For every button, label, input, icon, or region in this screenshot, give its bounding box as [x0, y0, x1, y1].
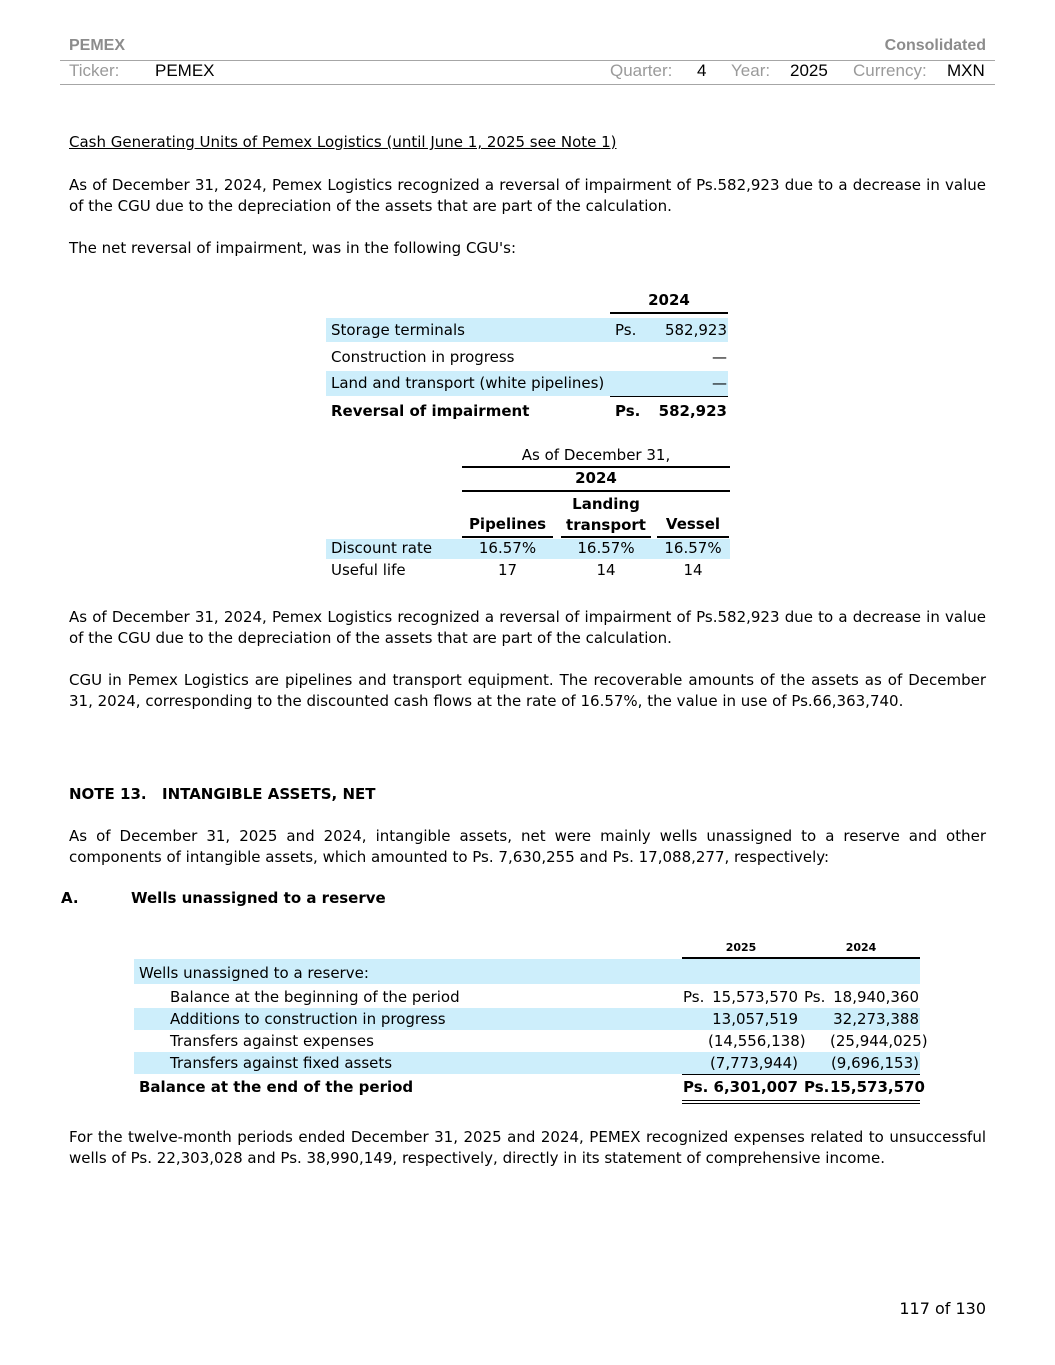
- table1-total-value: 582,923: [658, 402, 727, 420]
- table1-total-currency: Ps.: [615, 402, 641, 420]
- wells-row-total: [134, 1076, 925, 1100]
- table2-year-header: 2024: [575, 469, 617, 487]
- table1-land-value: —: [712, 374, 727, 392]
- table2-caption: As of December 31,: [521, 446, 671, 464]
- cgu-paragraph-4: CGU in Pemex Logistics are pipelines and transport equipment. The recoverable amounts of the assets as of December 31, 2024, corresponding to the discounted cash flows at the rate of 16.57%, the value in use of Ps.66,363,740.: [69, 671, 986, 710]
- wells-beginning-cur1: Ps.: [683, 988, 705, 1006]
- report-type: Consolidated: [884, 37, 986, 54]
- wells-additions-2025: 13,057,519: [712, 1010, 798, 1028]
- wells-col-2025: 2025: [725, 941, 757, 954]
- table1-year-header: 2024: [648, 291, 690, 309]
- table2-discount-label: Discount rate: [331, 539, 433, 557]
- table1-total-rule: [610, 396, 728, 397]
- company-name: PEMEX: [69, 37, 126, 54]
- table1-row-construction: [326, 345, 728, 369]
- table2-col-landing-transport: [561, 494, 651, 536]
- table2-col-rule-landing: [561, 536, 651, 538]
- table2-col-rule-pipelines: [462, 536, 553, 538]
- ticker-label: Ticker:: [69, 61, 120, 80]
- cgu-paragraph-2: The net reversal of impairment, was in the following CGU's:: [69, 239, 517, 257]
- wells-additions-label: Additions to construction in progress: [170, 1010, 446, 1028]
- year-value: 2025: [790, 61, 828, 80]
- table1-total-label: Reversal of impairment: [331, 402, 530, 420]
- table2-useful-pipelines: 17: [497, 561, 518, 579]
- table2-col-landing-line2: transport: [566, 516, 646, 534]
- quarter-value: 4: [697, 61, 707, 80]
- wells-expenses-2024: (25,944,025): [830, 1032, 928, 1050]
- wells-total-cur1: Ps.: [683, 1078, 709, 1096]
- year-label: Year:: [731, 61, 771, 80]
- table2-col-vessel: Vessel: [665, 515, 721, 533]
- wells-group-row: [134, 959, 920, 984]
- table2-useful-vessel: 14: [683, 561, 703, 579]
- note13-title: INTANGIBLE ASSETS, NET: [162, 785, 376, 803]
- table1-storage-currency: Ps.: [615, 321, 637, 339]
- table2-discount-vessel: 16.57%: [664, 539, 722, 557]
- wells-fixed-2024: (9,696,153): [830, 1054, 919, 1072]
- note13-number: NOTE 13.: [69, 785, 147, 803]
- table2-useful-label: Useful life: [331, 561, 406, 579]
- table2-row-discount-rate: [326, 539, 730, 559]
- table1-construction-value: —: [712, 348, 727, 366]
- table1-header-rule: [610, 312, 728, 314]
- table1-row-land-transport: [326, 371, 728, 396]
- wells-additions-2024: 32,273,388: [833, 1010, 919, 1028]
- table1-construction-label: Construction in progress: [331, 348, 515, 366]
- wells-row-beginning: [134, 986, 920, 1008]
- wells-total-cur2: Ps.: [804, 1078, 830, 1096]
- note13-sub-letter: A.: [61, 889, 79, 907]
- table1-storage-label: Storage terminals: [331, 321, 465, 339]
- wells-expenses-2025: (14,556,138): [708, 1032, 806, 1050]
- wells-fixed-label: Transfers against fixed assets: [170, 1054, 393, 1072]
- table2-row-useful-life: [326, 561, 730, 581]
- wells-beginning-cur2: Ps.: [804, 988, 826, 1006]
- currency-label: Currency:: [853, 61, 927, 80]
- wells-group-label: Wells unassigned to a reserve:: [139, 964, 369, 982]
- wells-total-2024: 15,573,570: [830, 1078, 925, 1096]
- quarter-label: Quarter:: [610, 61, 673, 80]
- ticker-value: PEMEX: [155, 61, 215, 80]
- cgu-paragraph-3: As of December 31, 2024, Pemex Logistics recognized a reversal of impairment of Ps.582,923 due to a decrease in value of the CGU due to the depreciation of the assets that are part of the calculation.: [69, 608, 986, 647]
- table1-row-total: [326, 399, 728, 423]
- table2-year-rule: [462, 490, 730, 492]
- table2-col-rule-vessel: [657, 536, 729, 538]
- table2-useful-landing: 14: [596, 561, 616, 579]
- table2-discount-landing: 16.57%: [577, 539, 635, 557]
- table1-row-storage: [326, 318, 728, 342]
- wells-total-2025: 6,301,007: [713, 1078, 798, 1096]
- table2-caption-rule: [462, 466, 730, 468]
- table1-land-label: Land and transport (white pipelines): [331, 374, 605, 392]
- wells-row-transfers-expenses: [134, 1030, 928, 1052]
- wells-col-2024: 2024: [845, 941, 877, 954]
- wells-beginning-label: Balance at the beginning of the period: [170, 988, 460, 1006]
- note13-sub-title: Wells unassigned to a reserve: [131, 889, 386, 907]
- note13-paragraph-2: For the twelve-month periods ended December 31, 2025 and 2024, PEMEX recognized expenses related to unsuccessful wells of Ps. 22,303,028 and Ps. 38,990,149, respectively, directly in its statement of comprehensive income.: [69, 1128, 986, 1167]
- wells-total-label: Balance at the end of the period: [139, 1078, 414, 1096]
- table2-discount-pipelines: 16.57%: [478, 539, 537, 557]
- wells-fixed-2025: (7,773,944): [709, 1054, 798, 1072]
- cgu-heading: Cash Generating Units of Pemex Logistics (until June 1, 2025 see Note 1): [69, 133, 617, 151]
- wells-beginning-2025: 15,573,570: [712, 988, 798, 1006]
- wells-beginning-2024: 18,940,360: [833, 988, 919, 1006]
- page-number: 117 of 130: [899, 1299, 986, 1318]
- wells-double-underline: [682, 1100, 920, 1104]
- table1-storage-value: 582,923: [664, 321, 727, 339]
- table2-col-landing-line1: Landing: [572, 495, 640, 513]
- table2-col-pipelines: Pipelines: [468, 515, 547, 533]
- note13-paragraph: As of December 31, 2025 and 2024, intangible assets, net were mainly wells unassigned to a reserve and other components of intangible assets, which amounted to Ps. 7,630,255 and Ps. 17,088,277, respectively:: [69, 827, 986, 866]
- cgu-paragraph-1: As of December 31, 2024, Pemex Logistics recognized a reversal of impairment of Ps.582,923 due to a decrease in value of the CGU due to the depreciation of the assets that are part of the calculation.: [69, 176, 986, 215]
- currency-value: MXN: [947, 61, 985, 80]
- header-rule-bottom: [60, 84, 995, 85]
- wells-row-transfers-fixed: [134, 1052, 920, 1074]
- wells-total-rule: [682, 1074, 920, 1075]
- wells-expenses-label: Transfers against expenses: [170, 1032, 374, 1050]
- wells-row-additions: [134, 1008, 920, 1030]
